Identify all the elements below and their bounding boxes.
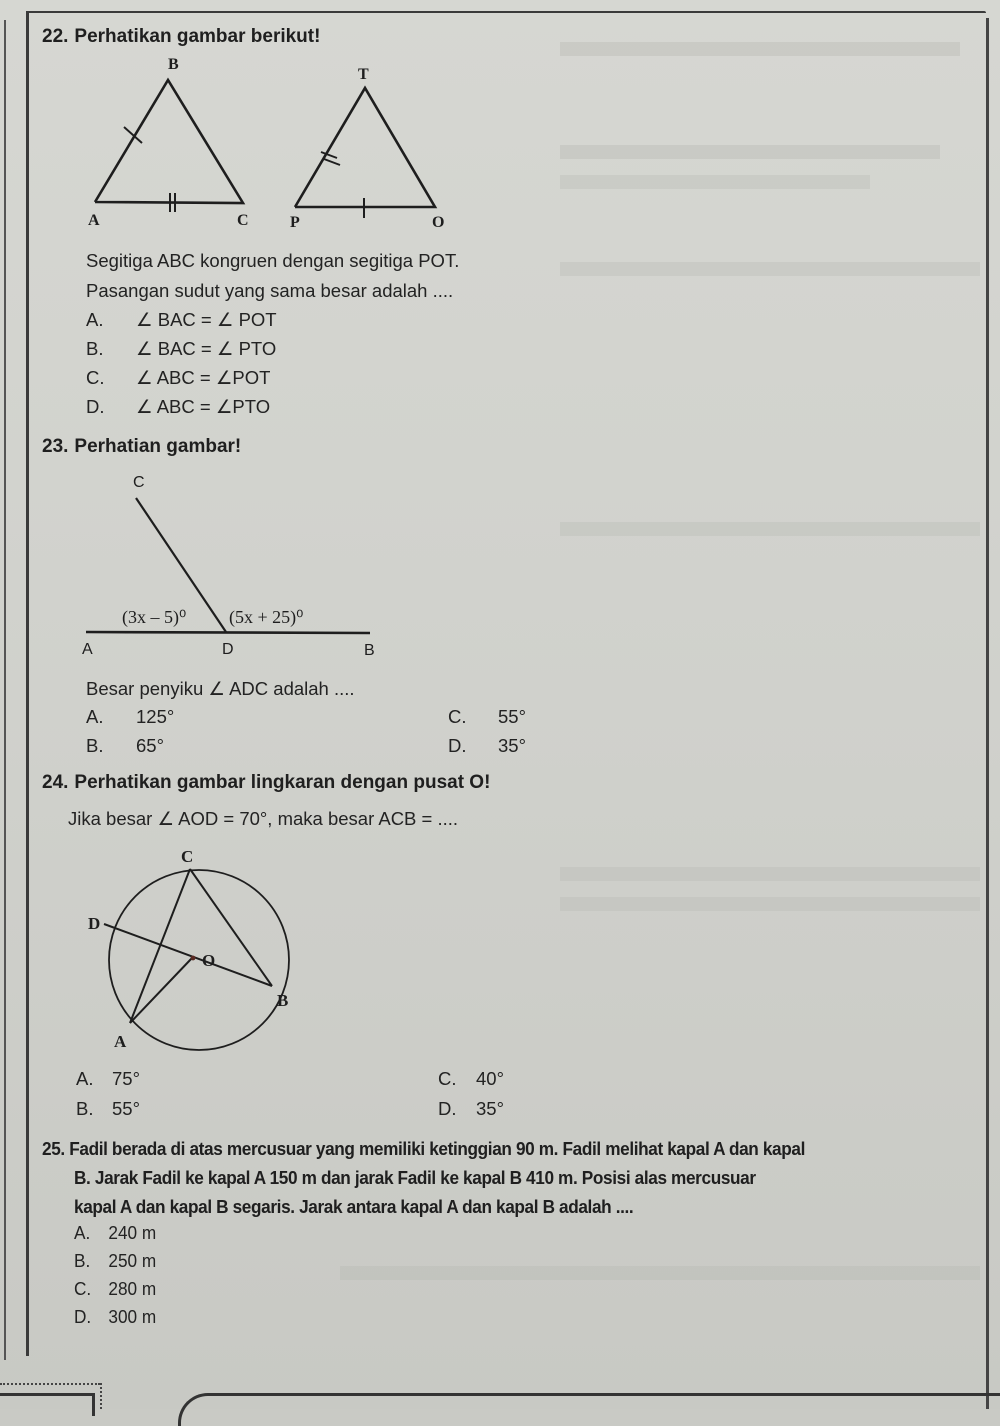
option-text: ∠ BAC = ∠ POT (136, 309, 277, 330)
option-letter: C. (438, 1068, 457, 1089)
point-label-B: B (277, 991, 289, 1010)
bleed-through-text (560, 145, 940, 159)
bleed-through-text (560, 42, 960, 56)
question-23-option-c[interactable] (448, 706, 526, 728)
option-letter: A. (86, 309, 104, 330)
question-number: 25. (42, 1138, 65, 1159)
option-text: 250 m (108, 1250, 157, 1271)
question-25-option-c[interactable] (74, 1278, 156, 1300)
question-22-option-b[interactable] (86, 338, 276, 360)
option-letter: B. (76, 1098, 94, 1119)
question-24-option-a[interactable] (76, 1068, 140, 1090)
point-label-D: D (88, 914, 101, 933)
option-text: 65° (136, 735, 164, 756)
question-22-option-a[interactable] (86, 309, 277, 331)
option-text: 35° (498, 735, 526, 756)
vertex-label-P: P (290, 214, 300, 231)
vertex-label-A: A (88, 212, 100, 229)
circle-figure (80, 840, 320, 1060)
bleed-through-text (560, 867, 980, 881)
next-page-box (0, 1393, 95, 1416)
question-23-option-b[interactable] (86, 735, 164, 757)
congruent-triangles-figure (80, 55, 500, 235)
option-letter: C. (86, 367, 105, 388)
option-text: 240 m (108, 1222, 157, 1243)
option-text: 55° (498, 706, 526, 727)
question-25-line-3: kapal A dan kapal B segaris. Jarak antara kapal A dan kapal B adalah .... (74, 1196, 634, 1217)
point-label-A: A (114, 1032, 127, 1051)
page-border-left-outer (4, 20, 6, 1360)
vertex-label-C: C (237, 212, 249, 229)
bleed-through-text (560, 175, 870, 189)
next-page-dotted-border (0, 1383, 100, 1385)
question-number: 22. (42, 26, 69, 47)
option-letter: B. (86, 735, 104, 756)
question-24-option-c[interactable] (438, 1068, 504, 1090)
point-label-O: O (202, 951, 216, 970)
bleed-through-text (560, 522, 980, 536)
option-letter: A. (74, 1222, 91, 1243)
angle-label-right: (5x + 25)⁰ (229, 607, 304, 627)
point-label-C: C (181, 847, 194, 866)
option-letter: A. (86, 706, 104, 727)
option-letter: C. (448, 706, 467, 727)
question-prompt: Perhatikan gambar lingkaran dengan pusat O! (74, 772, 491, 793)
question-23-heading (42, 436, 241, 458)
option-text: 280 m (108, 1278, 157, 1299)
option-text: ∠ ABC = ∠PTO (136, 396, 271, 417)
question-25-option-a[interactable] (74, 1222, 156, 1244)
question-prompt: Perhatian gambar! (74, 436, 242, 457)
option-text: 55° (112, 1098, 140, 1119)
option-letter: A. (76, 1068, 94, 1089)
question-number: 23. (42, 436, 69, 457)
question-25-line-2: B. Jarak Fadil ke kapal A 150 m dan jarak Fadil ke kapal B 410 m. Posisi alas mercusuar (74, 1167, 756, 1188)
bleed-through-text (560, 897, 980, 911)
question-24-option-d[interactable] (438, 1098, 504, 1120)
question-25-option-b[interactable] (74, 1250, 156, 1272)
angle-label-left: (3x – 5)⁰ (122, 607, 187, 627)
option-text: 35° (476, 1098, 504, 1119)
question-23-option-d[interactable] (448, 735, 526, 757)
option-letter: D. (438, 1098, 457, 1119)
question-25-option-d[interactable] (74, 1306, 156, 1328)
option-letter: D. (86, 396, 105, 417)
question-25-line-1 (42, 1137, 805, 1161)
bleed-through-text (560, 262, 980, 276)
question-24-heading (42, 772, 490, 794)
page-border-left (26, 11, 29, 1356)
option-text: 125° (136, 706, 175, 727)
vertex-label-B: B (168, 56, 179, 73)
point-label-B: B (364, 642, 375, 659)
question-prompt: Perhatikan gambar berikut! (74, 26, 321, 47)
option-letter: B. (86, 338, 104, 359)
point-label-D: D (222, 641, 234, 658)
question-22-statement: Segitiga ABC kongruen dengan segitiga POT. (86, 250, 460, 271)
adjacent-angles-figure (80, 465, 410, 665)
point-label-A: A (82, 641, 93, 658)
question-number: 24. (42, 772, 69, 793)
next-page-dotted-border-vertical (100, 1383, 102, 1409)
question-text: Fadil berada di atas mercusuar yang memiliki ketinggian 90 m. Fadil melihat kapal A dan kapal (69, 1138, 805, 1159)
question-22-option-d[interactable] (86, 396, 270, 418)
option-letter: D. (448, 735, 467, 756)
option-text: 75° (112, 1068, 140, 1089)
option-text: 40° (476, 1068, 504, 1089)
vertex-label-O: O (432, 214, 445, 231)
question-22-option-c[interactable] (86, 367, 270, 389)
question-23-question: Besar penyiku ∠ ADC adalah .... (86, 678, 355, 699)
point-label-C: C (133, 474, 145, 491)
option-letter: B. (74, 1250, 91, 1271)
option-text: 300 m (108, 1306, 157, 1327)
option-letter: C. (74, 1278, 92, 1299)
question-24-question: Jika besar ∠ AOD = 70°, maka besar ACB = .... (68, 808, 459, 829)
option-letter: D. (74, 1306, 92, 1327)
option-text: ∠ ABC = ∠POT (136, 367, 271, 388)
page-border-right (986, 18, 989, 1409)
page-border-top (26, 11, 986, 13)
next-page-rounded-frame (178, 1393, 1000, 1426)
vertex-label-T: T (358, 66, 369, 83)
question-23-option-a[interactable] (86, 706, 174, 728)
bleed-through-text (340, 1266, 980, 1280)
question-24-option-b[interactable] (76, 1098, 140, 1120)
option-text: ∠ BAC = ∠ PTO (136, 338, 277, 359)
question-22-heading (42, 26, 320, 48)
question-22-question: Pasangan sudut yang sama besar adalah .... (86, 280, 454, 301)
